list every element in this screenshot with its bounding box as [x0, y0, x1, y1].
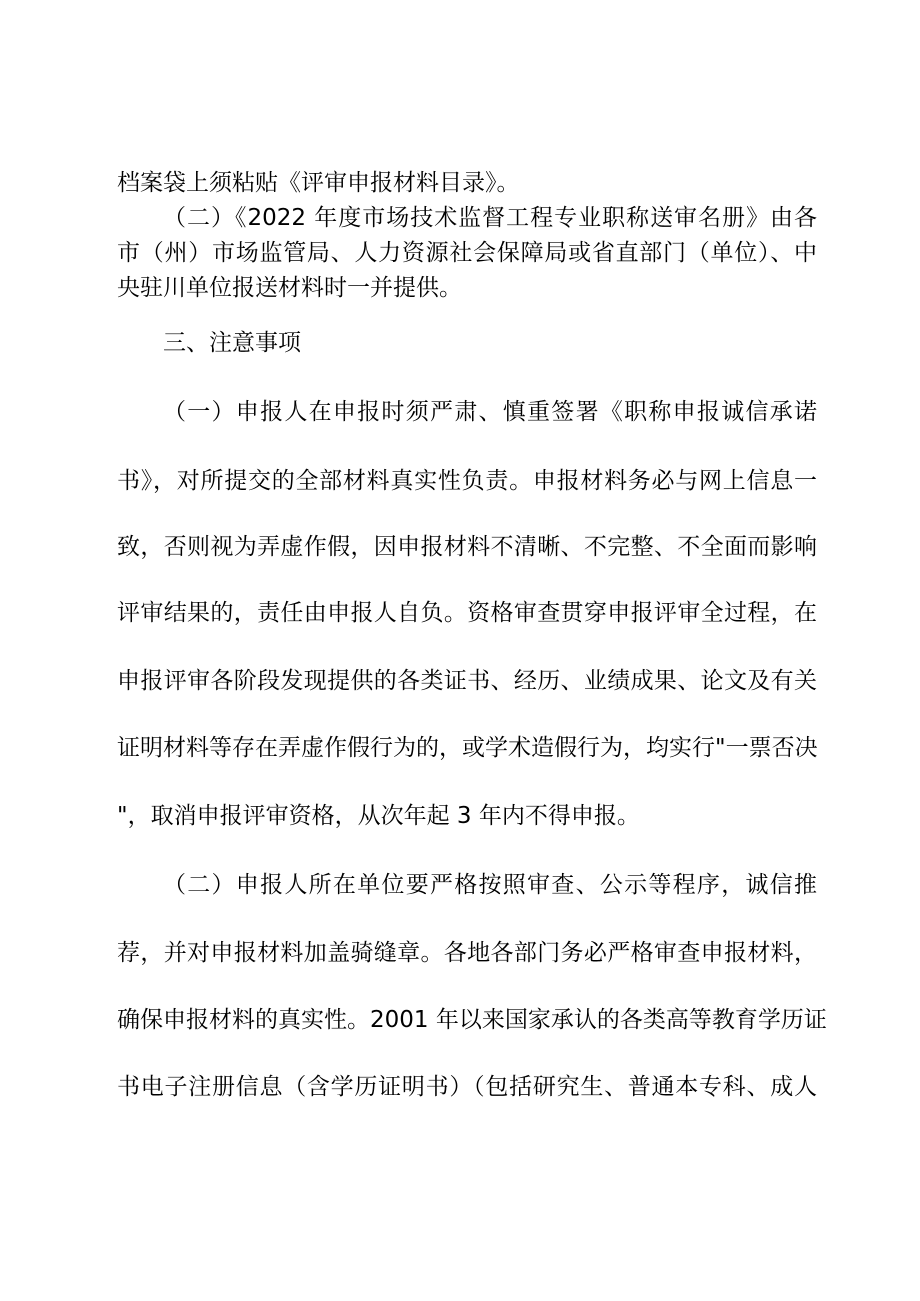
paragraph-line: （一）申报人在申报时须严肃、慎重签署《职称申报诚信承诺: [163, 399, 817, 425]
section-heading: 三、注意事项: [163, 330, 301, 356]
paragraph-line: （二）申报人所在单位要严格按照审查、公示等程序，诚信推: [163, 872, 817, 898]
paragraph-line: 证明材料等存在弄虚作假行为的，或学术造假行为，均实行"一票否决: [117, 735, 818, 761]
paragraph-line: （二）《2022 年度市场技术监督工程专业职称送审名册》由各: [163, 205, 817, 231]
paragraph-line: "，取消申报评审资格，从次年起 3 年内不得申报。: [117, 803, 640, 829]
paragraph-line: 致，否则视为弄虚作假，因申报材料不清晰、不完整、不全面而影响: [117, 534, 817, 560]
paragraph-line: 书电子注册信息（含学历证明书）（包括研究生、普通本专科、成人: [117, 1074, 817, 1100]
paragraph-line: 确保申报材料的真实性。2001 年以来国家承认的各类高等教育学历证: [117, 1007, 827, 1033]
paragraph-line: 档案袋上须粘贴《评审申报材料目录》。: [117, 170, 520, 196]
paragraph-line: 央驻川单位报送材料时一并提供。: [117, 275, 462, 301]
paragraph-line: 评审结果的，责任由申报人自负。资格审查贯穿申报评审全过程，在: [117, 600, 817, 626]
paragraph-line: 市（州）市场监管局、人力资源社会保障局或省直部门（单位）、中: [117, 240, 817, 266]
paragraph-line: 申报评审各阶段发现提供的各类证书、经历、业绩成果、论文及有关: [117, 668, 817, 694]
paragraph-line: 荐，并对申报材料加盖骑缝章。各地各部门务必严格审查申报材料，: [117, 940, 817, 966]
paragraph-line: 书》，对所提交的全部材料真实性负责。申报材料务必与网上信息一: [117, 468, 817, 494]
